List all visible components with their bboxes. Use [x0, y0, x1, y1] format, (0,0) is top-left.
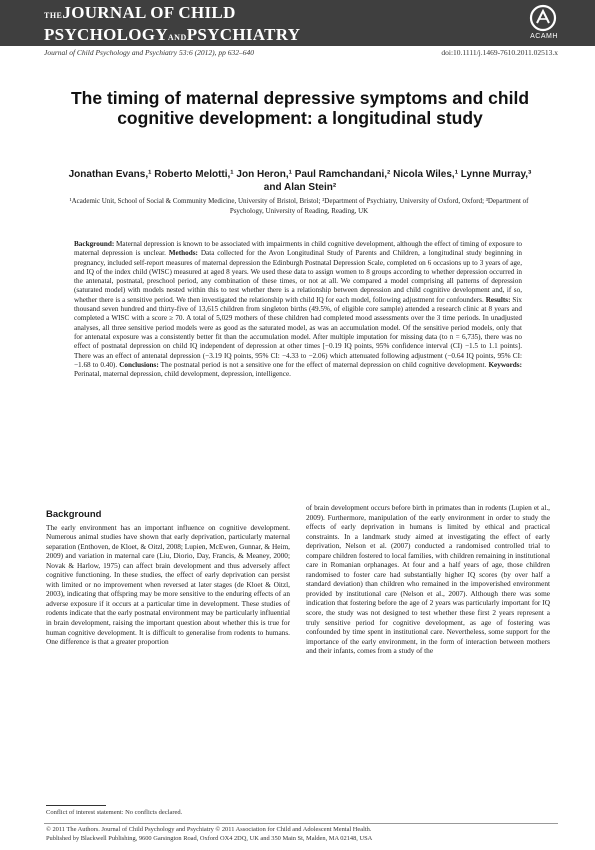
- journal-title-the: THE: [44, 11, 63, 20]
- article-title: The timing of maternal depressive symptoms and child cognitive development: a longitudinal study: [70, 88, 530, 128]
- acamh-logo-icon: [528, 3, 558, 33]
- acamh-wordmark: ACAMH: [530, 33, 558, 40]
- abstract-conclusions: The postnatal period is not a sensitive one for the effect of maternal depression on child cognitive development.: [160, 360, 487, 369]
- journal-banner: [0, 0, 595, 46]
- abstract-background: Maternal depression is known to be associated with impairments in child cognitive development, although the effect of timing of exposure to maternal depression is unclear.: [74, 240, 522, 258]
- body-column-left: [46, 510, 290, 647]
- journal-title-and: AND: [167, 33, 187, 42]
- abstract-methods-label: Methods:: [168, 249, 198, 258]
- journal-citation: Journal of Child Psychology and Psychiatry 53:6 (2012), pp 632–640: [44, 48, 254, 57]
- abstract: [74, 240, 522, 379]
- copyright-line-2: Published by Blackwell Publishing, 9600 Garsington Road, Oxford OX4 2DQ, UK and 350 Main St, Malden, MA 02148, USA: [46, 834, 373, 842]
- footnote-divider: [46, 805, 106, 806]
- journal-title-psychology: PSYCHOLOGY: [44, 25, 168, 44]
- abstract-background-label: Background:: [74, 240, 115, 248]
- abstract-methods: Data collected for the Avon Longitudinal Study of Parents and Children, a longitudinal study beginning in pregnancy, included self-report measures of maternal depression the Edinburgh Postnatal Depression Scale, completed on 6 occasions up to 3 years of age, and IQ of the index child (WISC) measured at aged 8 years. We used these data to assign women to 8 groups according to whether depression occurred in the antenatal, postnatal, preschool period, any combination of these times, or not at all. We compared a model comprising all patterns of depression (saturated model) with models nested within this to test whether there is a relationship between depression and child cognitive development and, if so, whether there is a sensitive period. We then investigated the relationship with child IQ for each model, following adjustment for confounders.: [74, 249, 522, 304]
- journal-title-line1: JOURNAL OF CHILD: [62, 3, 236, 22]
- section-heading-background: Background: [46, 509, 102, 520]
- journal-title: [44, 3, 300, 47]
- abstract-keywords-label: Keywords:: [488, 360, 522, 369]
- copyright-line-1: © 2011 The Authors. Journal of Child Psychology and Psychiatry © 2011 Association for Child and Adolescent Mental Health.: [46, 826, 372, 833]
- footer-divider: [44, 823, 558, 824]
- doi-link[interactable]: doi:10.1111/j.1469-7610.2011.02513.x: [441, 48, 558, 57]
- journal-title-psychiatry: PSYCHIATRY: [186, 25, 301, 44]
- author-affiliations: ¹Academic Unit, School of Social & Community Medicine, University of Bristol, Bristol; ²Department of Psychiatry, University of Oxford, Oxford; ³Department of Psychology, University of Reading, Reading, UK: [69, 197, 529, 215]
- abstract-results: Six thousand seven hundred and thirty-five of 13,615 children from singleton births (49.5%, of eligible core sample) attended a research clinic at 8 years and completed a WISC with a score ≥ 70. A total of 5,029 mothers of these children had completed mood assessments over the 3 time periods. In unadjusted analyses, all three sensitive period models were as good as the saturated model, as was an accumulation model. Of the sensitive period models, only that for antenatal exposure was a consistently better fit than the accumulation model. After multiple imputation for missing data (to n = 6,735), there was no effect of postnatal depression on child IQ independent of depression at other times [−0.19 IQ points, 95% confidence interval (CI) −1.5 to 1.1 points]. There was an effect of antenatal depression (−3.19 IQ points, 95% CI: −4.33 to −2.06) which attenuated following adjustment (−0.64 IQ points, 95% CI: −1.68 to 0.40).: [74, 295, 523, 369]
- author-list: Jonathan Evans,¹ Roberto Melotti,¹ Jon Heron,¹ Paul Ramchandani,² Nicola Wiles,¹ Lynne Murray,³ and Alan Stein²: [68, 169, 532, 193]
- conflict-of-interest-footnote: Conflict of interest statement: No conflicts declared.: [46, 809, 183, 816]
- body-text-right: of brain development occurs before birth in primates than in rodents (Lupien et al., 2009). Furthermore, manipulation of the early environment in order to study the effects of early deprivation in humans is limited by ethical and practical constraints. In a landmark study aimed at investigating the effect of early deprivation, Nelson et al. (2007) conducted a randomised controlled trial to compare children fostered to local families, with children remaining in institutional care in Romanian orphanages. At four and a half years of age, those children randomised to foster care had substantially higher IQ scores (by over half a standard deviation) than children who remained in the impoverished environment provided by institutional care (Nelson et al., 2007). Although there was some indication that fostering before the age of 2 years was particularly important for IQ score, the study was not designed to test whether these first 2 years represent a truly sensitive period for cognitive development, as age of fostering was confounded by time spent in institutional care. Nevertheless, some support for the importance of the early environment, in the form of interaction between mothers and their infants, comes from a study of the: [306, 503, 550, 656]
- copyright-notice: [46, 826, 560, 843]
- abstract-keywords: Perinatal, maternal depression, child development, depression, intelligence.: [74, 370, 291, 379]
- abstract-conclusions-label: Conclusions:: [119, 360, 159, 369]
- abstract-results-label: Results:: [485, 295, 511, 304]
- body-text-left: The early environment has an important influence on cognitive development. Numerous animal studies have shown that early deprivation, particularly maternal separation (Enthoven, de Kloet, & Oitzl, 2008; Lupien, McEwen, Gunnar, & Heim, 2009) and variation in maternal care (Liu, Diorio, Day, Francis, & Meaney, 2000; Novak & Harlow, 1975) can affect brain development and thus adversely affect cognitive functioning. In these studies, the effect of early deprivation can persist with limited or no improvement when reversed at later stages (de Kloet & Oitzl, 2003), indicating that offspring may be more sensitive to the enduring effects of an adverse exposure if it occurs at a particular time in development. These studies of rodents indicate that the early postnatal environment may be particularly influential in brain development, raising the important question about whether this is true for human cognitive development. It is difficult to generalise from rodents to humans. One difference is that a greater proportion: [46, 522, 290, 647]
- body-column-right: [306, 503, 550, 656]
